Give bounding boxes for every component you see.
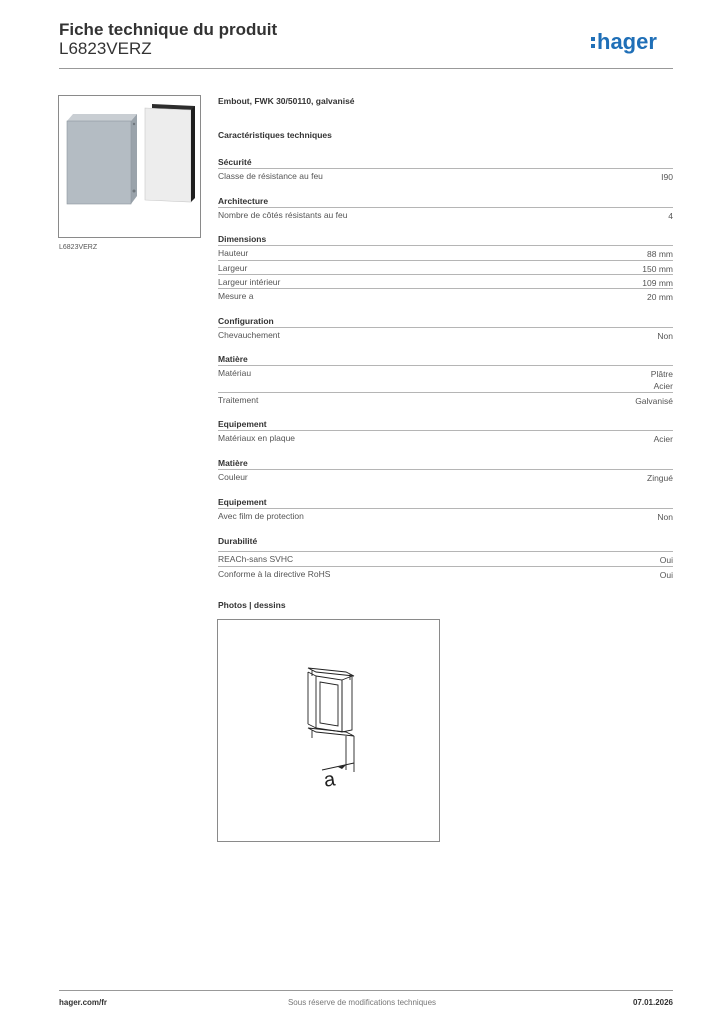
spec-row [218, 288, 673, 302]
spec-value: Galvanisé [635, 396, 673, 406]
product-photo [58, 95, 201, 238]
section-title-securite: Sécurité [218, 157, 252, 167]
spec-value: 150 mm [642, 264, 673, 274]
spec-row [218, 274, 673, 288]
spec-row [218, 430, 673, 444]
spec-key: Nombre de côtés résistants au feu [218, 210, 348, 220]
page-title: Fiche technique du produit [59, 20, 278, 39]
spec-row [218, 327, 673, 341]
spec-row [218, 551, 673, 565]
technical-drawing [217, 619, 440, 842]
spec-value: 109 mm [642, 278, 673, 288]
spec-key: Couleur [218, 472, 248, 482]
spec-row [218, 260, 673, 274]
spec-value: Oui [659, 555, 673, 565]
spec-value: Zingué [647, 473, 673, 483]
spec-value: Oui [659, 570, 673, 580]
technical-characteristics-heading: Caractéristiques techniques [218, 130, 332, 140]
section-title-equipement: Equipement [218, 419, 267, 429]
section-title-matiere-2: Matière [218, 458, 248, 468]
spec-key: Mesure a [218, 291, 254, 301]
spec-value-multiline [651, 368, 673, 392]
spec-key: Matériau [218, 368, 252, 378]
section-title-configuration: Configuration [218, 316, 274, 326]
spec-value: Acier [653, 434, 673, 444]
logo-dot-bottom [591, 44, 595, 48]
technical-drawing-image [218, 620, 439, 841]
footer-notice: Sous réserve de modifications techniques [287, 998, 437, 1007]
spec-key: Classe de résistance au feu [218, 171, 323, 181]
spec-key: Traitement [218, 395, 259, 405]
header-divider [59, 68, 673, 69]
product-photo-caption: L6823VERZ [59, 244, 98, 251]
drawing-dimension-label: a [322, 768, 337, 792]
spec-value-second: Acier [653, 381, 673, 391]
spec-row [218, 508, 673, 522]
spec-key: Avec film de protection [218, 511, 304, 521]
spec-value: I90 [661, 172, 673, 182]
spec-row [218, 469, 673, 483]
spec-value: Plâtre [650, 369, 673, 379]
spec-row [218, 168, 673, 182]
section-title-equipement-2: Equipement [218, 497, 267, 507]
spec-key: Matériaux en plaque [218, 433, 296, 443]
spec-key: Conforme à la directive RoHS [218, 569, 331, 579]
logo-text: hager [597, 29, 657, 54]
spec-value: Non [657, 512, 673, 522]
spec-value: 20 mm [647, 292, 673, 302]
spec-value: Non [657, 331, 673, 341]
footer-divider [59, 990, 673, 991]
spec-key: Hauteur [218, 248, 249, 258]
section-title-dimensions: Dimensions [218, 234, 267, 244]
section-title-matiere: Matière [218, 354, 248, 364]
spec-value: 88 mm [647, 249, 673, 259]
spec-key: Largeur intérieur [218, 277, 281, 287]
spec-key: REACh-sans SVHC [218, 554, 294, 564]
footer-date: 07.01.2026 [632, 998, 673, 1007]
product-code: L6823VERZ [59, 39, 152, 58]
spec-row [218, 365, 673, 391]
section-title-architecture: Architecture [218, 196, 269, 206]
hager-logo [589, 28, 673, 58]
photos-heading: Photos | dessins [218, 600, 286, 610]
product-description: Embout, FWK 30/50110, galvanisé [218, 96, 355, 106]
spec-row [218, 207, 673, 221]
section-title-durabilite: Durabilité [218, 536, 258, 546]
page-header [59, 20, 673, 68]
spec-value: 4 [668, 211, 673, 221]
footer-website-link[interactable]: hager.com/fr [59, 998, 108, 1007]
spec-key: Largeur [218, 263, 248, 273]
logo-dot-top [591, 37, 595, 41]
spec-row [218, 392, 673, 406]
spec-key: Chevauchement [218, 330, 280, 340]
spec-row [218, 566, 673, 580]
product-photo-image [59, 96, 200, 237]
spec-row [218, 245, 673, 259]
